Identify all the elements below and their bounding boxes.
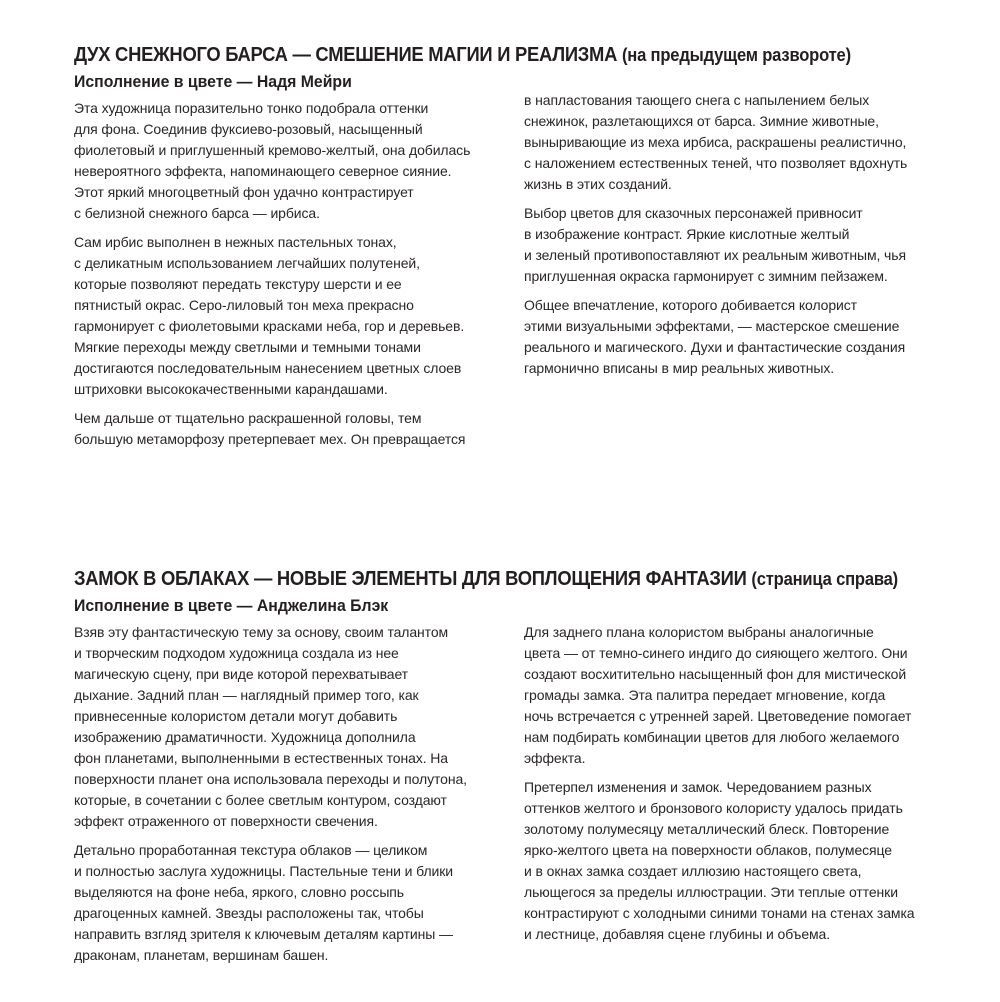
article-title-note: (страница справа): [751, 569, 899, 589]
right-column: [524, 622, 944, 953]
article-title-text: ЗАМОК В ОБЛАКАХ — НОВЫЕ ЭЛЕМЕНТЫ ДЛЯ ВОПЛОЩЕНИЯ ФАНТАЗИИ: [74, 568, 747, 590]
paragraph: Взяв эту фантастическую тему за основу, своим талантом и творческим подходом художница создала из нее магическую сцену, при виде которой перехватывает дыхание. Задний план — наглядный пример того, как привнесенные колористом детали могут добавить изображению драматичности. Художница дополнила фон планетами, выполненными в естественных тонах. На поверхности планет она использовала переходы и полутона, которые, в сочетании с более светлым контуром, создают эффект отраженного от поверхности свечения.: [74, 624, 467, 829]
paragraph: в напластования тающего снега с напылением белых снежинок, разлетающихся от барса. Зимние животные, выныривающие из меха ирбиса, раскрашены реалистично, с наложением естественных теней, что позволяет вдохнуть жизнь в этих созданий.: [524, 92, 908, 192]
article-castle-in-clouds: [74, 566, 934, 1002]
paragraph: Чем дальше от тщательно раскрашенной головы, тем большую метаморфозу претерпевает мех. Он превращается: [74, 410, 466, 447]
right-column: [524, 92, 944, 387]
article-columns: [74, 92, 934, 478]
paragraph: Общее впечатление, которого добивается колорист этими визуальными эффектами, — мастерское смешение реального и магического. Духи и фантастические создания гармонично вписаны в мир реальных животных.: [524, 297, 906, 376]
article-title-text: ДУХ СНЕЖНОГО БАРСА — СМЕШЕНИЕ МАГИИ И РЕАЛИЗМА: [74, 44, 618, 66]
paragraph: Выбор цветов для сказочных персонажей привносит в изображение контраст. Яркие кислотные желтый и зеленый противопоставляют их реальным животным, чья приглушенная окраска гармонирует с зимним пейзажем.: [524, 205, 906, 284]
left-column: [74, 98, 494, 458]
article-title-note: (на предыдущем развороте): [621, 45, 851, 65]
paragraph: Детально проработанная текстура облаков — целиком и полностью заслуга художницы. Пастельные тени и блики выделяются на фоне неба, яркого, словно россыпь драгоценных камней. Звезды расположены так, чтобы направить взгляд зрителя к ключевым деталям картины — драконам, планетам, вершинам башен.: [74, 842, 453, 963]
paragraph: Сам ирбис выполнен в нежных пастельных тонах, с деликатным использованием легчайших полутеней, которые позволяют передать текстуру шерсти и ее пятнистый окрас. Серо-лиловый тон меха прекрасно гармонирует с фиолетовыми красками неба, гор и деревьев. Мягкие переходы между светлыми и темными тонами достигаются последовательным нанесением цветных слоев штриховки высококачественными карандашами.: [74, 234, 465, 397]
article-title: [74, 566, 899, 592]
article-subtitle: Исполнение в цвете — Надя Мейри: [74, 72, 352, 91]
article-subtitle: Исполнение в цвете — Анджелина Блэк: [74, 596, 389, 615]
paragraph: Претерпел изменения и замок. Чередованием разных оттенков желтого и бронзового колористу удалось придать золотому полумесяцу металлический блеск. Повторение ярко-желтого цвета на поверхности облаков, полумесяце и в окнах замка создает иллюзию настоящего света, льющегося за пределы иллюстрации. Эти теплые оттенки контрастируют с холодными синими тонами на стенах замка и лестнице, добавляя сцене глубины и объема.: [524, 779, 915, 942]
article-snow-leopard: [74, 42, 934, 478]
paragraph: Для заднего плана колористом выбраны аналогичные цвета — от темно-синего индиго до сияющего желтого. Они создают восхитительно насыщенный фон для мистической громады замка. Эта палитра передает мгновение, когда ночь встречается с утренней зарей. Цветоведение помогает нам подбирать комбинации цветов для любого желаемого эффекта.: [524, 624, 912, 766]
article-title: [74, 42, 865, 68]
article-columns: [74, 622, 934, 1002]
paragraph: Эта художница поразительно тонко подобрала оттенки для фона. Соединив фуксиево-розовый, насыщенный фиолетовый и приглушенный кремово-желтый, она добилась невероятного эффекта, напоминающего северное сияние. Этот яркий многоцветный фон удачно контрастирует с белизной снежного барса — ирбиса.: [74, 100, 471, 221]
left-column: [74, 622, 494, 974]
